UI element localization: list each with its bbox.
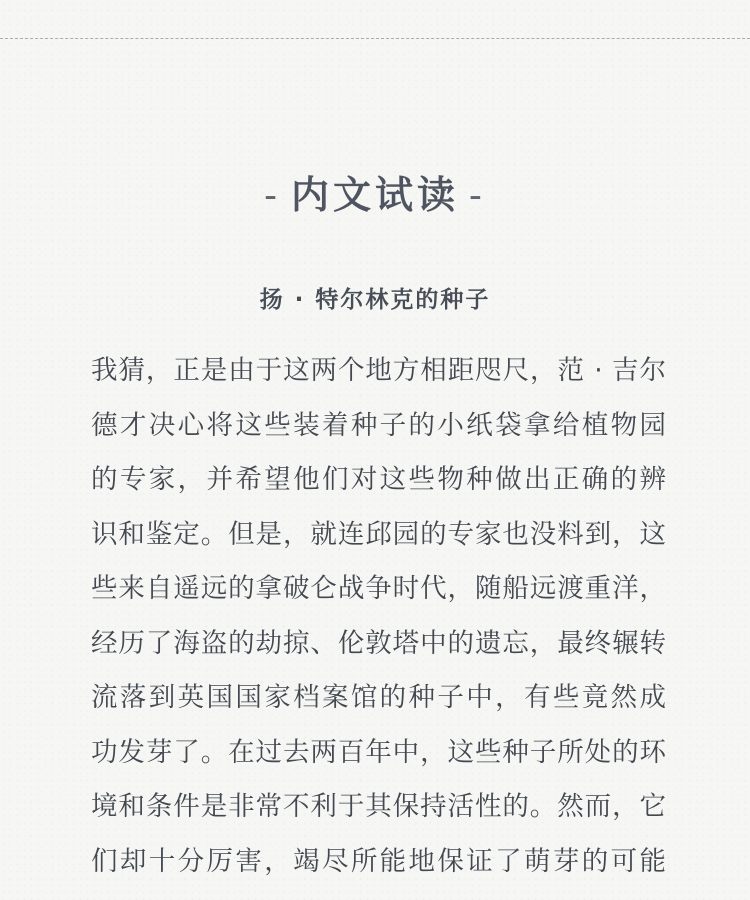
body-line: 些来自遥远的拿破仑战争时代，随船远渡重洋， — [91, 573, 666, 604]
chapter-title: 扬 · 特尔林克的种子 — [259, 287, 491, 313]
body-text — [91, 350, 666, 895]
title-dash-left: - — [264, 173, 281, 217]
body-line: 流落到英国国家档案馆的种子中，有些竟然成 — [91, 682, 666, 713]
title-dash-right: - — [469, 173, 486, 217]
body-line: 经历了海盗的劫掠、伦敦塔中的遗忘，最终辗转 — [91, 627, 666, 659]
body-line: 们却十分厉害，竭尽所能地保证了萌芽的可能 — [91, 845, 666, 877]
body-line: 境和条件是非常不利于其保持活性的。然而，它 — [91, 791, 666, 822]
body-line: 德才决心将这些装着种子的小纸袋拿给植物园 — [91, 409, 666, 441]
body-line: 我猜，正是由于这两个地方相距咫尺，范 · 吉尔 — [91, 355, 666, 386]
body-line: 功发芽了。在过去两百年中，这些种子所处的环 — [91, 736, 666, 768]
dashed-divider — [0, 38, 750, 39]
section-title-text: 内文试读 — [290, 172, 459, 217]
body-line: 的专家，并希望他们对这些物种做出正确的辨 — [91, 464, 666, 495]
body-line: 识和鉴定。但是，就连邱园的专家也没料到，这 — [91, 518, 666, 550]
section-title — [0, 164, 750, 219]
